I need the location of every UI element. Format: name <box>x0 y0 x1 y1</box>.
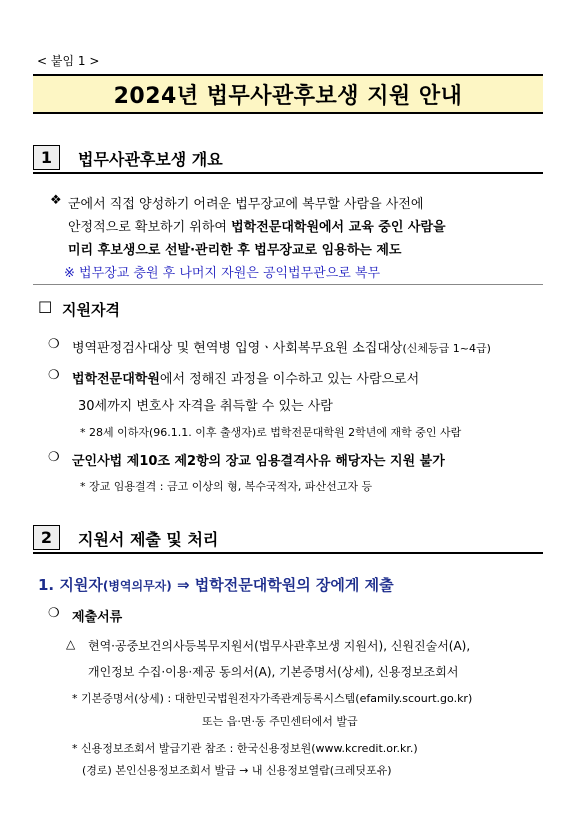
qualification-title: 지원자격 <box>62 301 120 319</box>
qualification-item-2: 법학전문대학원에서 정해진 과정을 이수하고 있는 사람으로서 <box>72 372 420 387</box>
attachment-label: < 붙임 1 > <box>37 54 100 68</box>
overview-line-3: 미리 후보생으로 선발·관리한 후 법무장교로 임용하는 제도 <box>68 243 402 258</box>
circle-bullet-icon: ❍ <box>48 368 60 383</box>
documents-note-2: * 신용정보조회서 발급기관 참조 : 한국신용정보원(www.kcredit.or.kr.) <box>72 742 418 755</box>
documents-line-2: 개인정보 수집·이용·제공 동의서(A), 기본증명서(상세), 신용정보조회서 <box>88 665 459 679</box>
triangle-bullet-icon: △ <box>66 637 76 651</box>
overview-line-1: 군에서 직접 양성하기 어려운 법무장교에 복무할 사람을 사전에 <box>68 197 424 212</box>
section-2-title: 지원서 제출 및 처리 <box>78 530 219 549</box>
section-2-number: 2 <box>33 525 60 550</box>
documents-note-1-line-2: 또는 읍·면·동 주민센터에서 발급 <box>202 715 358 728</box>
checkbox-icon: ☐ <box>38 298 53 317</box>
section-1-divider <box>33 172 543 174</box>
qualification-item-1: 병역판정검사대상 및 현역병 입영ㆍ사회복무요원 소집대상(신체등급 1~4급) <box>72 341 491 356</box>
overview-line-2: 안정적으로 확보하기 위하여 법학전문대학원에서 교육 중인 사람을 <box>68 220 446 235</box>
qualification-item-2-line-2: 30세까지 변호사 자격을 취득할 수 있는 사람 <box>78 399 333 414</box>
section-2-divider <box>33 552 543 554</box>
page-title: 2024년 법무사관후보생 지원 안내 <box>113 83 463 109</box>
submission-step-1: 1. 지원자(병역의무자) ⇒ 법학전문대학원의 장에게 제출 <box>38 576 394 594</box>
section-1-number: 1 <box>33 145 60 170</box>
overview-divider <box>33 284 543 285</box>
circle-bullet-icon: ❍ <box>48 337 60 352</box>
circle-bullet-icon: ❍ <box>48 606 60 621</box>
documents-note-2-line-2: (경로) 본인신용정보조회서 발급 → 내 신용정보열람(크레딧포유) <box>82 764 392 777</box>
circle-bullet-icon: ❍ <box>48 450 60 465</box>
title-banner <box>33 74 543 114</box>
qualification-item-3: 군인사법 제10조 제2항의 장교 임용결격사유 해당자는 지원 불가 <box>72 454 445 469</box>
qualification-item-3-note: * 장교 임용결격 : 금고 이상의 형, 복수국적자, 파산선고자 등 <box>80 480 373 493</box>
documents-note-1: * 기본증명서(상세) : 대한민국법원전자가족관계등록시스템(efamily.scourt.go.kr) <box>72 692 473 705</box>
section-1-title: 법무사관후보생 개요 <box>78 150 223 169</box>
documents-title: 제출서류 <box>72 610 123 625</box>
documents-line-1: 현역·공중보건의사등복무지원서(법무사관후보생 지원서), 신원진술서(A), <box>88 639 471 653</box>
qualification-item-2-note: * 28세 이하자(96.1.1. 이후 출생자)로 법학전문대학원 2학년에 재학 중인 사람 <box>80 426 462 439</box>
overview-bullet-icon: ❖ <box>50 193 62 208</box>
overview-note: ※ 법무장교 충원 후 나머지 자원은 공익법무관으로 복무 <box>64 266 381 281</box>
